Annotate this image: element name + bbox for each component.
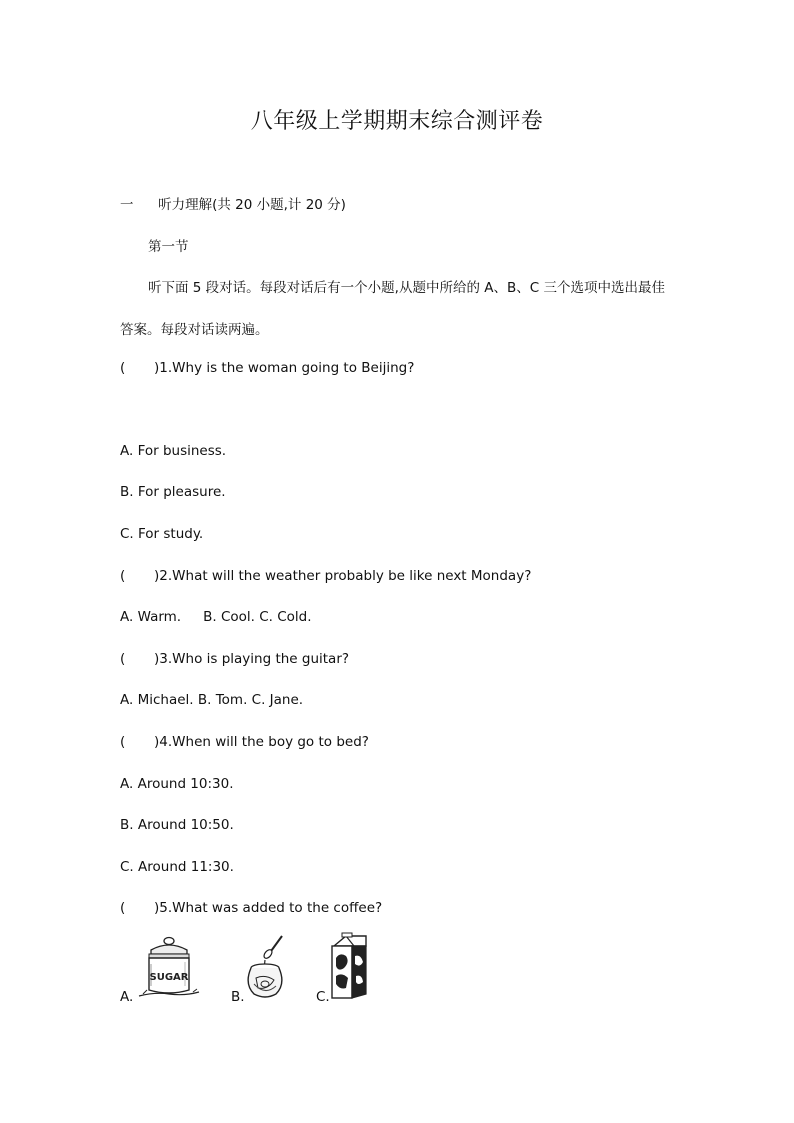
option-b: B. Tom. <box>197 692 248 708</box>
question-stem: 2.What will the weather probably be like next Monday? <box>159 568 532 584</box>
picture-option-c-label: C. <box>316 989 330 1005</box>
honey-pot-icon <box>242 934 288 1002</box>
answer-blank[interactable]: ( <box>120 568 126 584</box>
question-2: ( )2.What will the weather probably be like next Monday? <box>120 568 532 584</box>
question-4: ( )4.When will the boy go to bed? <box>120 734 369 750</box>
options-row <box>120 692 303 708</box>
answer-blank[interactable]: ( <box>120 360 126 376</box>
option-a: A. Around 10:30. <box>120 776 234 792</box>
section-title: 听力理解(共 20 小题,计 20 分) <box>158 197 346 213</box>
options-row <box>120 609 312 625</box>
section-heading <box>120 193 346 213</box>
picture-option-b-label: B. <box>231 989 245 1005</box>
option-c: C. Around 11:30. <box>120 859 234 875</box>
option-a: A. Warm. <box>120 609 182 625</box>
option-c: C. For study. <box>120 526 204 542</box>
question-3: ( )3.Who is playing the guitar? <box>120 651 350 667</box>
option-b: B. Around 10:50. <box>120 817 234 833</box>
instruction-line-2: 答案。每段对话读两遍。 <box>120 322 269 338</box>
option-b: B. For pleasure. <box>120 484 226 500</box>
instruction-line-1: 听下面 5 段对话。每段对话后有一个小题,从题中所给的 A、B、C 三个选项中选出最佳 <box>148 280 665 296</box>
section-number: 一 <box>120 197 134 213</box>
sugar-jar-text: SUGAR <box>149 972 189 983</box>
question-stem: 1.Why is the woman going to Beijing? <box>159 360 415 376</box>
question-stem: 5.What was added to the coffee? <box>159 900 383 916</box>
answer-blank[interactable]: ( <box>120 734 126 750</box>
answer-blank[interactable]: ( <box>120 900 126 916</box>
milk-carton-icon <box>328 932 370 1002</box>
page-title: 八年级上学期期末综合测评卷 <box>250 109 544 134</box>
sugar-jar-icon <box>135 934 203 1002</box>
option-a: A. For business. <box>120 443 227 459</box>
option-a: A. Michael. <box>120 692 194 708</box>
part-label: 第一节 <box>148 239 189 255</box>
question-stem: 3.Who is playing the guitar? <box>159 651 350 667</box>
option-b: B. Cool. <box>203 609 255 625</box>
picture-option-a-label: A. <box>120 989 134 1005</box>
answer-blank[interactable]: ( <box>120 651 126 667</box>
option-c: C. Cold. <box>259 609 312 625</box>
question-5: ( )5.What was added to the coffee? <box>120 900 383 916</box>
option-c: C. Jane. <box>251 692 304 708</box>
question-1: ( )1.Why is the woman going to Beijing? <box>120 360 415 376</box>
question-stem: 4.When will the boy go to bed? <box>159 734 369 750</box>
